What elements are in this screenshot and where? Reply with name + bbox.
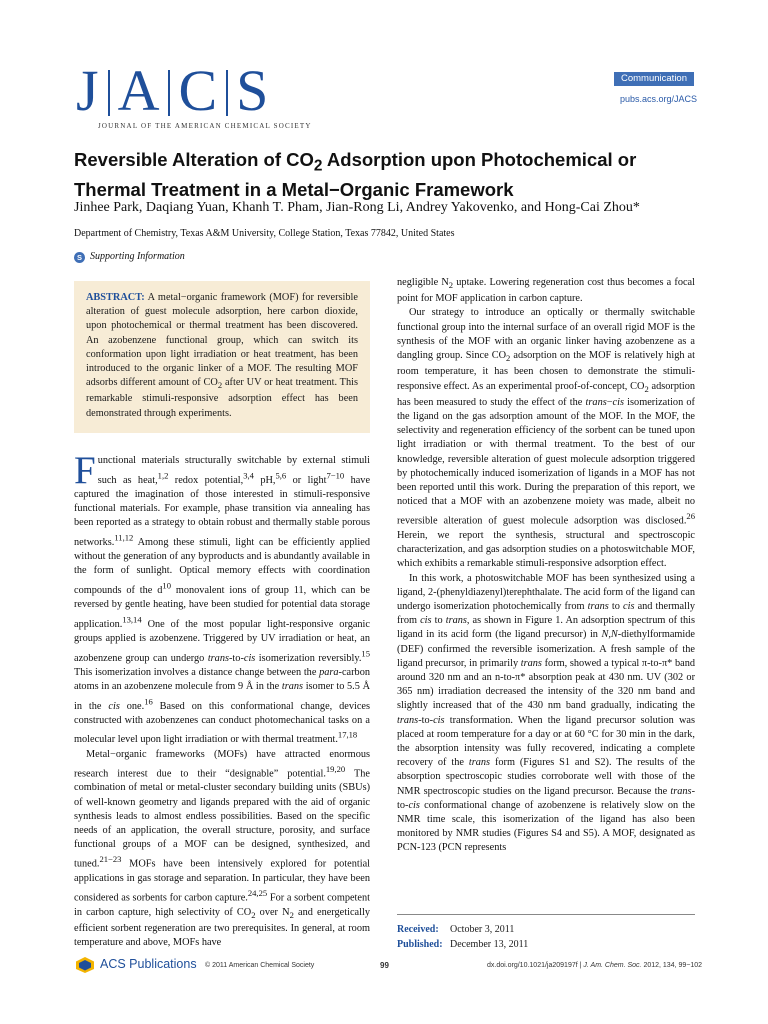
abstract-box [74, 281, 370, 433]
intro-text: unctional materials structurally switchable by external stimuli such as heat,$^{1,2}$ redox potential,$^{3,4}$ pH,$^{5,6}$ or light$^{7-10}$ have captured the imagination of those interested in stimuli-responsive functional materials. For example, phase transition via annealing has been reported as a strategy to obtain robust and thermally stable porous networks.$^{11,12}$ Among these stimuli, light can be efficiently applied without the generation of any byproducts and is abundantly available in the form of sunlight. Optical memory effects with coordination compounds of the $d^{10}$ monovalent ions of group 11, which can be reversed by gentle heating, have been studied for potential data storage application.$^{13,14}$ One of the most popular light-responsive organic groups applied is azobenzene. Triggered by UV irradiation or heat, an azobenzene group can undergo trans-to-cis isomerization reversibly.$^{15}$ This isomerization involves a distance change between the para-carbon atoms in an azobenzene molecule from 9 Å in the trans isomer to 5.5 Å in the cis one.$^{16}$ Based on this conformational change, devices constructed with azobenzenes can conduct photomechanical tasks on a molecular level upon light irradiation or with thermal treatment.$^{17,18}$ [74, 455, 371, 746]
mof-paragraph: Metal−organic frameworks (MOFs) have attracted enormous research interest due to their “designable” potential.$^{19,20}$ The combination of metal or metal-cluster secondary building units (SBUs) of well-known geometry and ligands prepared with the aid of organic synthesis leads to almost endless possibilities. Based on the specific needs of an application, the overall structure, porosity, and surface functional groups of a MOF can be designed, synthesized, and tuned.$^{21-23}$ MOFs have been intensively explored for potential applications in gas storage and separation. In particular, they have been considered as sorbents for carbon capture.$^{24,25}$ For a sorbent competent in carbon capture, high selectivity of $CO_2$ over $N_2$ and energetically efficient sorbent regeneration are two prerequisites. In general, at room temperature and above, MOFs have [74, 748, 370, 949]
acs-publications-logo [74, 954, 204, 976]
copyright: © 2011 American Chemical Society [205, 962, 315, 969]
dates-divider [397, 914, 695, 915]
logo-letter: S [236, 58, 270, 123]
journal-url-link[interactable]: pubs.acs.org/JACS [620, 94, 698, 104]
drop-cap: F [74, 449, 96, 492]
author-list: Jinhee Park, Daqiang Yuan, Khanh T. Pham, Jian-Rong Li, Andrey Yakovenko, and Hong-Cai Zhou* [74, 200, 640, 215]
intro-paragraph [74, 449, 371, 748]
right-column [397, 276, 695, 856]
right-paragraph-3: In this work, a photoswitchable MOF has been synthesized using a ligand, 2-(phenyldiazenyl)terephthalate. The acid form of the ligand can undergo isomerization photochemically from trans to cis and thermally from cis to trans, as shown in Figure 1. An adsorption spectrum of this ligand in its acid form (the ligand precursor) in N,N-diethylformamide (DEF) confirmed the reversible isomerization. A fresh sample of the ligand precursor, in primarily trans form, showed a typical π-to-π* band around 320 nm and an n-to-π* absorption peak at 430 nm. UV (302 or 365 nm) irradiation decreased the intensity of the 320 nm band and slightly increased that of the 430 nm band gradually, indicating the trans-to-cis transformation. When the ligand precursor solution was placed at room temperature for a day or at 60 °C for 30 min in the dark, the absorption intensity was fully recovered, indicating a complete recovery of the trans form (Figures S1 and S2). The results of the absorption spectroscopic studies corroborate well with those of the NMR spectroscopic studies on the ligand precursor. Because the trans-to-cis conformational change of azobenzene is relatively slow on the NMR time scale, this isomerization of the ligand has also been monitored by NMR studies (Figures S4 and S5). A MOF, designated as PCN-123 (PCN represents [397, 572, 696, 854]
supporting-info-label: Supporting Information [90, 251, 185, 262]
right-paragraph-2: Our strategy to introduce an optically or thermally switchable functional group into the internal surface of an overall rigid MOF is the synthesis of the MOF with an organic linker having azobenzene as a dangling group. Since $CO_2$ adsorption on the MOF is relatively high at room temperature, it has been chosen to demonstrate the stimuli-responsive effect. As an experimental proof-of-concept, $CO_2$ adsorption has been measured to study the effect of the trans−cis isomerization of the ligand on the gas adsorption amount of the MOF. In the MOF, the selectivity and regeneration efficiency of the sorbent can be tuned upon light irradiation or with thermal treatment. To the best of our knowledge, reversible alteration of guest molecule adsorption triggered by photochemically induced isomerization of ligands in a MOF has not been reported until this work. During the preparation of this report, we noticed that a MOF with an azobenzene moiety was made, albeit no reversible alteration of guest molecule adsorption was disclosed.$^{26}$ Herein, we report the synthesis, structural and spectroscopic characterization, and gas adsorption studies on a photoswitchable MOF, which exhibits a remarkable stimuli-responsive adsorption effect. [397, 307, 696, 570]
publisher-name: ACS Publications [100, 957, 197, 971]
logo-divider [226, 70, 228, 116]
logo-letter: A [117, 58, 161, 123]
published-date: December 13, 2011 [450, 939, 529, 950]
page-number: 99 [380, 961, 389, 970]
logo-subtitle: JOURNAL OF THE AMERICAN CHEMICAL SOCIETY [98, 122, 312, 130]
affiliation: Department of Chemistry, Texas A&M University, College Station, Texas 77842, United States [74, 228, 455, 239]
published-label: Published: [397, 939, 443, 950]
article-dates [397, 922, 528, 952]
logo-divider [108, 70, 110, 116]
right-paragraph-1: negligible $N_2$ uptake. Lowering regeneration cost thus becomes a focal point for MOF application in carbon capture. [397, 277, 695, 305]
received-date: October 3, 2011 [450, 924, 515, 935]
acs-hexagon-icon [74, 956, 96, 974]
supporting-info-icon: S [74, 252, 85, 263]
article-type-badge: Communication [614, 72, 694, 86]
citation-line: dx.doi.org/10.1021/ja209197f | J. Am. Chem. Soc. 2012, 134, 99−102 [487, 962, 703, 969]
logo-divider [168, 70, 170, 116]
logo-letter: J [76, 58, 100, 123]
article-title: Reversible Alteration of $CO_2$ Adsorption upon Photochemical or Thermal Treatment in a Metal−Organic Framework [74, 149, 637, 200]
supporting-information-link[interactable] [74, 251, 185, 263]
abstract-label: ABSTRACT: [86, 292, 145, 303]
logo-letters [76, 58, 316, 123]
journal-logo [76, 58, 316, 136]
abstract-text: A metal−organic framework (MOF) for reversible alteration of guest molecule adsorption, here carbon dioxide, upon photochemical or thermal treatment has been discovered. An azobenzene functional group, which can switch its conformation upon light irradiation or heat treatment, has been introduced to the organic linker of a MOF. The resulting MOF adsorbs different amount of $CO_2$ after UV or heat treatment. This remarkable stimuli-responsive adsorption effect has been demonstrated through experiments. [86, 292, 358, 419]
received-label: Received: [397, 924, 439, 935]
left-column [74, 449, 371, 951]
logo-letter: C [178, 58, 219, 123]
